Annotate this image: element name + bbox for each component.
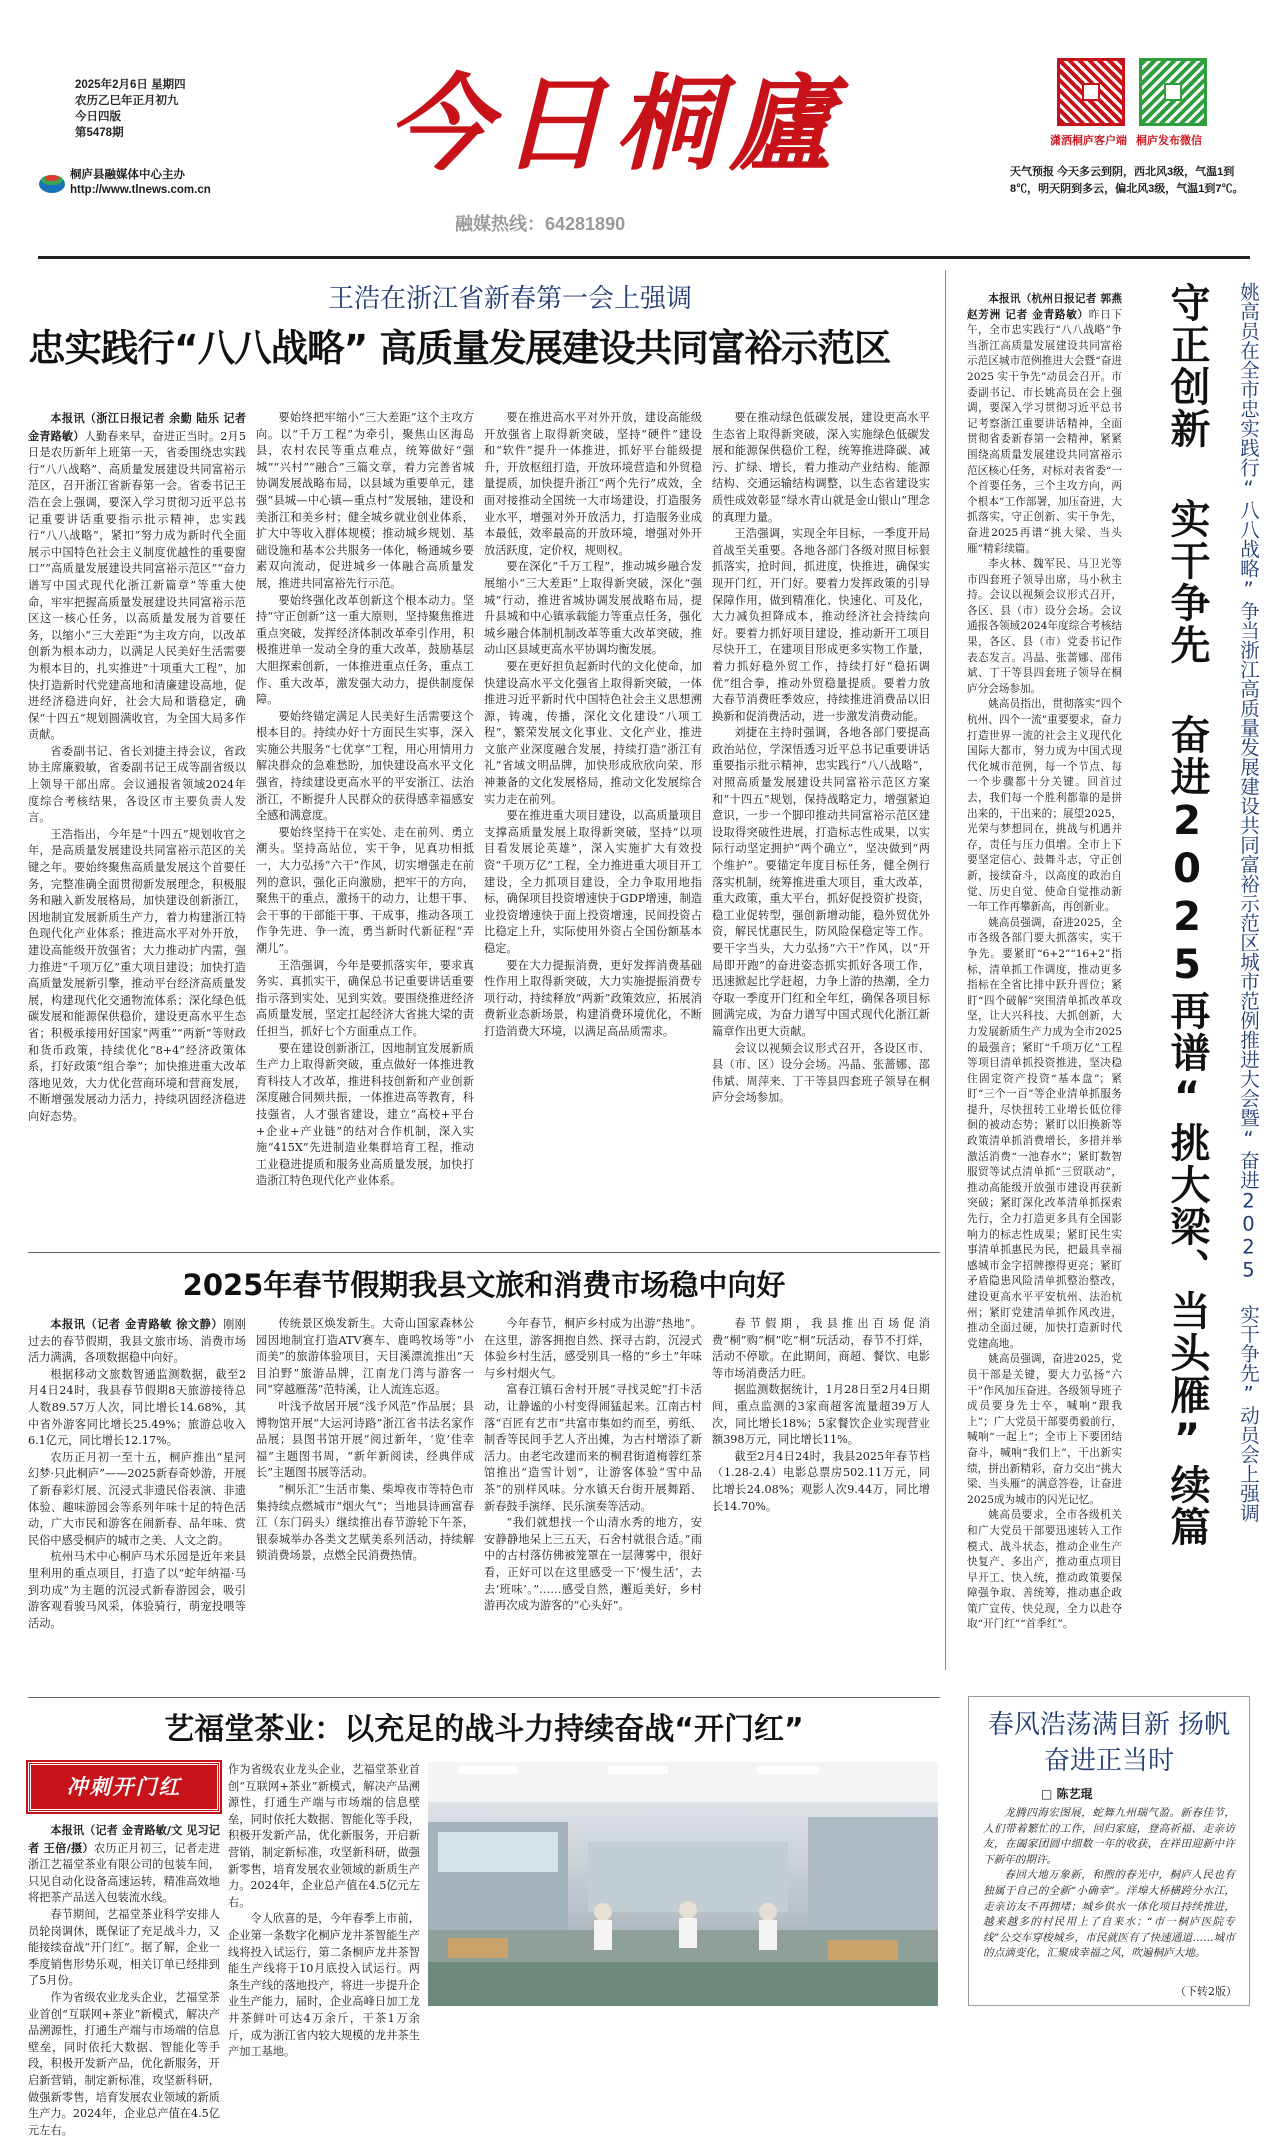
- essay-title: 春风浩荡满目新 扬帆奋进正当时: [987, 1710, 1231, 1776]
- newspaper-title: 今日桐廬: [386, 62, 843, 185]
- issue-number: 第5478期: [75, 127, 124, 139]
- lead-col-4: [712, 410, 930, 1240]
- right-para: 姚高员指出，贯彻落实“四个杭州、四个一流”重要要求，奋力打造世界一流的社会主义现代化国际大都市，努力成为中国式现代化城市范例，每一个节点、每一个步骤都十分关键。回首过去，我们每一个胜利都靠的是拼出来的，干出来的；展望2025，光荣与梦想同在，挑战与机遇并存，责任与压力俱增。全市上下要坚定信心、鼓舞斗志，守正创新，接续奋斗，以高度的政治自觉、历史自觉、使命自觉推动新一年工作再攀新高，再创新业。: [967, 698, 1122, 914]
- tea-tag-label: 冲刺开门红: [66, 1774, 182, 1799]
- lead-para: 要始终坚持干在实处、走在前列、勇立潮头。坚持高站位，实干争，见真功相抵一，大力弘扬“六干”作风，切实增强走在前列的意识，强化正向激励，把牢干的方向，聚焦干的重点，激扬干的动力，让想干事、会干事的干部能干事、干成事，推动各项工作争先进、争一流，勇当新时代新征程“弄潮儿”。: [256, 825, 474, 955]
- tea-col-2: [228, 1762, 420, 2059]
- tourism-para: “我们就想找一个山清水秀的地方，安安静静地呆上三五天，石舍村就很合适。”雨中的古村落仿佛被笼罩在一层薄雾中，很好看，正好可以在这里感受一下‘慢生活’，去去‘班味’。”……感受自然，邂逅美好，乡村游再次成为游客的“心头好”。: [484, 1516, 702, 1613]
- essay-author: □ 陈艺琨: [1041, 1787, 1093, 1801]
- lead-col-1: [28, 410, 246, 1240]
- weather-forecast: 天气预报 今天多云到阴，西北风3级，气温1到8℃，明天阴到多云，偏北风3级，气温1到7℃。: [1010, 166, 1244, 195]
- tourism-para: 春节假期，我县推出百场促消费“桐”购“桐”吃“桐”玩活动，春节不打烊，活动不停歇。在此期间，商超、餐饮、电影等市场消费活力旺。: [712, 1317, 930, 1380]
- essay-continue[interactable]: （下转2版）: [1175, 1985, 1237, 1998]
- tourism-para: 叶浅予故居开展“浅予风范”作品展；县博物馆开展“大运河诗路”浙江省书法名家作品展；县图书馆开展“阅过新年，‘览’佳幸福”主题图书周，“新年新阅读，经典伴成长”主题图书展等活动。: [256, 1399, 474, 1480]
- tourism-col-4: [712, 1316, 930, 1692]
- tourism-para: 刚刚过去的春节假期，我县文旅市场、消费市场活力满满，各项数据稳中向好。: [28, 1318, 246, 1365]
- lead-para: 要在推动绿色低碳发展，建设更高水平生态省上取得新突破，深入实施绿色低碳发展和能源保供稳价工程，统筹推进降碳、减污、扩绿、增长，着力推动产业结构、能源结构、交通运输结构调整，以生态省建设实质性成效彰显“绿水青山就是金山银山”理念的真理力量。: [712, 411, 930, 524]
- tea-col-1: [28, 1822, 220, 2137]
- essay-para: 春回大地万象新，和煦的春光中，桐庐人民也有独属于自己的全新“小确幸”。洋埠大桥横跨分水江，走亲访友不再拥堵；城乡供水一体化项目持续推进，越来越多的村民用上了自来水；“市一桐庐医院专线”公交车穿梭城乡，市民就医有了快速通道……城市的点滴变化，汇聚成幸福之风，吹遍桐庐大地。: [983, 1869, 1235, 1960]
- qr1-label: 潇洒桐庐客户端: [1050, 135, 1127, 147]
- lead-kicker: 王浩在浙江省新春第一会上强调: [327, 284, 692, 314]
- hotline-label: 融媒热线：: [455, 214, 545, 234]
- qr2-label: 桐庐发布微信: [1136, 135, 1202, 147]
- right-para: 姚高员强调，奋进2025，全市各级各部门要大抓落实，实干争先。要紧盯“6+2”“16+2”指标，清单抓工作调度，推动更多指标在全省比排中跃升晋位；紧盯“四个破解”突围清单抓改革攻坚，让大兴科技、大抓创新，大力发展新质生产力成为全市2025的最强音；紧盯“千项万亿”工程等项目清单抓投资推进，坚决稳住固定资产投资“基本盘”；紧盯“三个一百”等企业清单抓服务提升，尽快扭转工业增长低位徘徊的被动态势；紧盯以旧换新等政策清单抓消费增长，多措并举激活消费“一池春水”；紧盯数智服贸等试点清单抓“三贸联动”，推动高能级开放强市建设再获新突破；紧盯深化改革清单抓探索先行，全力打造更多具有全国影响力的标志性成果；紧盯民生实事清单抓惠民为民，把最具幸福感城市金字招牌擦得更亮；紧盯矛盾隐患风险清单抓整治整改，建设更高水平平安杭州、法治杭州；紧盯党建清单抓作风改进，推动全面过硬，加快打造新时代党建高地。: [967, 916, 1122, 1350]
- right-kicker: 姚高员在全市忠实践行“八八战略”争当浙江高质量发展建设共同富裕示范区城市范例推进大会暨“奋进2025 实干争先”动员会上强调: [1237, 282, 1260, 1523]
- media-logo-icon: [38, 168, 66, 196]
- right-para: 姚高员强调，奋进2025，党员干部是关键，要大力弘扬“六干”作风加压奋进。各级领导班子成员要身先士卒，喊响“跟我上”；广大党员干部要勇毅前行，喊响“一起上”；全市上下要团结奋斗，喊响“我们上”，干出新实绩，拼出新精彩，奋力交出“挑大梁、当头雁”的满意答卷，让奋进2025成为城市的闪光记忆。: [967, 1353, 1122, 1506]
- tourism-para: 截至2月4日24时，我县2025年春节档（1.28-2.4）电影总票房502.11万元，同比增长24.08%；观影人次9.44万，同比增长14.70%。: [712, 1449, 930, 1513]
- tea-para: 作为省级农业龙头企业，艺福堂茶业首创“互联网+茶业”新模式，解决产品溯源性，打通生产端与市场端的信息壁垒，同时依托大数据、智能化等手段，积极开发新产品，优化新服务，开启新营销，制定新标准，攻坚新科研，做强新零售，培育发展农业领域的新质生产力。2024年，企业总产值在4.5亿元左右。: [228, 1763, 420, 1909]
- tourism-para: 传统景区焕发新生。大奇山国家森林公园因地制宜打造ATV赛车、鹿鸣牧场等“小而美”的旅游体验项目，天目溪漂流推出“天目泊野”旅游品牌，江南龙门湾与游客一同“穿越雁荡”范特溪，让人流连忘返。: [256, 1317, 474, 1397]
- tea-para: 令人欣喜的是，今年春季上市前，企业第一条数字化桐庐龙井茶智能生产线将投入试运行，第二条桐庐龙井茶智能生产线将于10月底投入试运行。两条生产线的落地投产，将进一步提升企业生产能力，届时，企业高峰日加工龙井茶鲜叶可达4万余斤，干茶1万余斤，成为浙江省内较大规模的龙井茶生产加工基地。: [228, 1912, 420, 2059]
- lead-para: 王浩强调，今年是要抓落实年，要求真务实、真抓实干，确保总书记重要讲话重要指示落到实处、见到实效。要围绕推进经济高质量发展，坚定扛起经济大省挑大梁的责任担当，抓好七个方面重点工作。: [256, 958, 474, 1038]
- tourism-col-3: [484, 1316, 702, 1692]
- tourism-headline: 2025年春节假期我县文旅和消费市场稳中向好: [182, 1268, 786, 1302]
- essay-para: 龙腾四海宏图展，蛇舞九州瑞气盈。新春佳节，人们带着繁忙的工作，回归家庭，登高祈福、走亲访友，在阖家团圆中细数一年的收获，在祥田迎新中许下新年的期许。: [983, 1807, 1235, 1866]
- lead-para: 会议以视频会议形式召开，各设区市、县（市、区）设分会场。冯晶、张蔷娜、邵伟斌、周萍来、丁干等县四套班子领导在桐庐分会场参加。: [712, 1041, 930, 1105]
- sponsor-text: 桐庐县融媒体中心主办: [70, 169, 185, 181]
- section-rule: [28, 1252, 940, 1253]
- tourism-col-2: [256, 1316, 474, 1692]
- date-block: [75, 77, 186, 141]
- tourism-para: 根据移动文旅数智通监测数据，截至2月4日24时，我县春节假期8天旅游接待总人数89.57万人次，同比增长14.68%，其中省外游客同比增长25.49%；旅游总收入6.1亿元，同比增长12.17%。: [28, 1367, 246, 1448]
- lead-col-2: [256, 410, 474, 1240]
- tea-para: 春节期间，艺福堂茶业科学安排人员轮岗调休，既保证了充足战斗力，又能接续奋战“开门红”。据了解，企业一季度销售形势乐观，相关订单已经排到了5月份。: [28, 1907, 220, 1988]
- tourism-para: 杭州马术中心桐庐马术乐园是近年来县里利用的重点项目，打造了以“蛇年纳福·马到功成”为主题的沉浸式新春游园会，吸引游客观看骏马风采，体验骑行，萌宠投喂等活动。: [28, 1550, 246, 1630]
- masthead-rule: [38, 256, 1250, 259]
- lead-para: 要始终锚定满足人民美好生活需要这个根本目的。持续办好十方面民生实事，深入实施公共服务“七优享”工程，用心用情用力解决群众的急难愁盼，加快建设高水平文化强省，持续建设更高水平的平安浙江、法治浙江，不断提升人民群众的获得感幸福感安全感和满意度。: [256, 709, 474, 823]
- section-rule: [28, 1697, 940, 1698]
- essay-box: [968, 1696, 1250, 2006]
- website-link[interactable]: http://www.tlnews.com.cn: [70, 184, 211, 196]
- qr-code-client[interactable]: [1057, 58, 1125, 126]
- lead-para: 要始终强化改革创新这个根本动力。坚持“守正创新”这一重大原则，坚持聚焦推进重点突破，发挥经济体制改革牵引作用，积极推进单一发动全身的重大改革，鼓励基层大胆探索创新，一体推进重点任务，重点工作、重大改革，激发强大动力，提供制度保障。: [256, 593, 474, 707]
- lead-para: 人勤春来早，奋进正当时。2月5日是农历新年上班第一天，省委围绕忠实践行“八八战略”、高质量发展建设共同富裕示范区，召开浙江省新春第一会。省委书记王浩在会上强调，要深入学习贯彻习近平总书记重要讲话重要指示批示精神，忠实践行“八八战略”，紧扣“努力成为新时代全面展示中国特色社会主义制度优越性的重要窗口”“高质量发展建设共同富裕示范区”“奋力谱写中国式现代化浙江新篇章”等重大使命，牢牢把握高质量发展建设共同富裕示范区这一核心任务，以高质量发展为首要任务，以缩小“三大差距”为主攻方向，以改革创新为根本动力，以满足人民美好生活需要为根本目的，扎实推进“十项重大工程”，加快打造新时代党建高地和清廉建设高地，促进经济稳进向好，社会大局和谐稳定，确保“十四五”规划圆满收官，为全国大局多作贡献。: [28, 429, 246, 742]
- lead-byline: 本报讯（浙江日报记者 余勤 陆乐 记者 金青路敏）: [28, 411, 246, 443]
- tourism-col-1: [28, 1316, 246, 1692]
- tea-headline: 艺福堂茶业：以充足的战斗力持续奋战“开门红”: [164, 1712, 804, 1747]
- hotline-number: 64281890: [545, 214, 626, 234]
- tea-tag: [28, 1762, 220, 1812]
- right-para: 昨日下午，全市忠实践行“八八战略”争当浙江高质量发展建设共同富裕示范区城市范例推进大会暨“奋进2025 实干争先”动员会召开。市委副书记、市长姚高员在会上强调，要深入学习贯彻习近平总书记考察浙江重要讲话精神，全面贯彻省委新春第一会精神，紧紧围绕高质量发展建设共同富裕示范区核心任务，对标对表省委“一个首要任务，三个主攻方向，两个根本”工作部署，加压奋进，大抓落实，守正创新、实干争先，奋进2025再谱“挑大梁、当头雁”精彩续篇。: [967, 308, 1122, 555]
- lead-headline: 忠实践行“八八战略” 高质量发展建设共同富裕示范区: [28, 326, 891, 370]
- lead-para: 要在深化“千万工程”，推动城乡融合发展缩小“三大差距”上取得新突破，深化“强城”行动，推进省城协调发展战略布局，提升县城和中心镇承载能力等重点任务，强化城乡融合体制机制改革等重大改革突破，推动山区县域更高水平协调均衡发展。: [484, 560, 702, 657]
- hotline: [455, 210, 625, 236]
- lead-para: 要在大力提振消费，更好发挥消费基础性作用上取得新突破，大力实施提振消费专项行动，持续释放“两新”政策效应，拓展消费新业态新场景，构建消费环境优化，不断打造消费大环境，以满足高品质需求。: [484, 958, 702, 1038]
- tea-byline: 本报讯（记者 金青路敏/文 见习记者 王倍/摄）: [28, 1823, 220, 1855]
- tea-para: 农历正月初三，记者走进浙江艺福堂茶业有限公司的包装车间，只见自动化设备高速运转，精准高效地将把茶产品送入包装流水线。: [28, 1841, 220, 1905]
- right-para: 李火林、魏军民、马卫光等市四套班子领导出席，马小秋主持。会议以视频会议形式召开，各区、县（市）设分会场。会议通报各领域2024年度综合考核结果，各区、县（市）党委书记作表态发言。冯晶、张蔷娜、邵伟斌、丁干等县四套班子领导在桐庐分会场参加。: [967, 558, 1122, 695]
- right-para: 姚高员要求，全市各级机关和广大党员干部要迅速转入工作模式、战斗状态，推动企业生产快复产、多出产，推动重点项目早开工、快入统，推动政策要保障强争取、善统筹，推动惠企政策广宣传、快兑现，全力以赴夺取“开门红”“首季红”。: [967, 1509, 1122, 1631]
- page-count: 今日四版: [75, 111, 121, 123]
- tea-factory-photo: [428, 1762, 938, 2006]
- tourism-para: 据监测数据统计，1月28日至2月4日期间，重点监测的3家商超客流量超39万人次，同比增长18%；5家餐饮企业实现营业额398万元，同比增长11%。: [712, 1383, 930, 1447]
- column-divider: [945, 270, 946, 1670]
- lunar-date: 农历乙巳年正月初九: [75, 95, 179, 107]
- right-story-text: [967, 292, 1122, 1672]
- lead-para: 要在推进高水平对外开放，建设高能级开放强省上取得新突破，坚持“硬件”建设和“软件”提升一体推进，抓好平台能级提升，开放枢纽打造，开放环境营造和外贸稳量提质，加快提升浙江“两个先行”成效，全面对接推动全国统一大市场建设，打造服务业水平，增强对外开放活力，打造服务业成本最低，效率最高的开放环境，增强对外开放活跃度，定价权，规则权。: [484, 411, 702, 557]
- tourism-para: 富春江镇石舍村开展“寻找灵蛇”打卡活动，让静谧的小村变得闹猛起来。江南古村落“百匠有艺市”共富市集如约而至，剪纸、制香等民间手艺人齐出摊，为古村增添了新活力。由老宅改建而来的桐君街道梅蓉红茶馆推出“造雪计划”，让游客体验“雪中品茶”的别样风味。分水镇天台街开展舞蹈、新春鼓手演绎、民乐演奏等活动。: [484, 1383, 702, 1513]
- masthead: [0, 0, 1280, 256]
- tourism-para: 今年春节，桐庐乡村成为出游“热地”。在这里，游客拥抱自然、探寻古韵，沉浸式体验乡村生活，感受别具一格的“乡土”年味与乡村烟火气。: [484, 1317, 702, 1380]
- lead-col-3: [484, 410, 702, 1240]
- lead-para: 要在推进重大项目建设，以高质量项目支撑高质量发展上取得新突破，坚持“以项目看发展论英雄”，深入实施扩大有效投资“千项万亿”工程，全力推进重大项目开工建设，全力抓项目建设，全力争取用地指标，确保项目投资增速快于GDP增速，制造业投资增速快于面上投资增速，民间投资占比稳定上升，实际使用外资占全国份额基本稳定。: [484, 809, 702, 955]
- date-line: 2025年2月6日 星期四: [75, 79, 186, 91]
- lead-para: 王浩指出，今年是“十四五”规划收官之年，是高质量发展建设共同富裕示范区的关键之年。要始终聚焦高质量发展这个首要任务，完整准确全面贯彻新发展理念，积极服务和融入新发展格局，加快建设创新浙江，因地制宜发展新质生产力，着力构建浙江特色现代化产业体系；推进高水平对外开放，建设高能级开放强省；大力推动扩内需，强力推进“千项万亿”重大项目建设；加快打造高质量发展新引擎，推动平台经济高质量发展，构建现代化交通物流体系；深化绿色低碳发展和能源保供稳价，建设更高水平生态省；积极承接用好国家“两重”“两新”等财政和货币政策，持续优化“8+4”经济政策体系，打好政策“组合拳”；加快推进重大改革落地见效，大力优化营商环境和营商发展，不断增强发展动力活力，持续巩固经济稳进向好态势。: [28, 827, 246, 1123]
- tourism-para: 农历正月初一至十五，桐庐推出“星河幻梦·只此桐庐”——2025新春奇妙游，开展了新春彩灯展、沉浸式非遗民俗表演、非遗体验、趣味游园会等系列年味十足的特色活动，广大市民和游客在闹新春、品年味、赏民俗中感受桐庐的城市之美、人文之韵。: [28, 1450, 246, 1547]
- qr-code-wechat[interactable]: [1139, 58, 1207, 126]
- lead-para: 刘捷在主持时强调，各地各部门要提高政治站位，学深悟透习近平总书记重要讲话重要指示批示精神，忠实践行“八八战略”，对照高质量发展建设共同富裕示范区方案和“十四五”规划，保持战略定力，增强紧迫意识，一步一个脚印推动共同富裕示范区建设取得突破性进展，打造标志性成果，以实际行动坚定拥护“两个确立”，坚决做到“两个维护”。要锚定年度目标任务，健全例行落实机制，统筹推进重大项目，重大改革，重大政策，重大平台，抓好促投资扩投资，稳工业促转型，强创新增动能，稳外贸优外资，解民忧惠民生，防风险保稳定等工作。要干字当头，大力弘扬“六干”作风，以“开局即开跑”的奋进姿态抓实抓好各项工作，迅速掀起比学赶超，力争上游的热潮，全力夺取一季度开门红和全年红，确保各项目标圆满完成，为奋力谱写中国式现代化浙江新篇章作出更大贡献。: [712, 726, 930, 1038]
- lead-para: 王浩强调，实现全年目标，一季度开局首战至关重要。各地各部门各级对照目标狠抓落实，抢时间，抓进度，快推进，确保实现开门红，开门好。要着力发挥政策的引导保障作用，做到精准化、快速化、可及化，大力减负担降成本，推动经济社会持续向好。要着力抓好项目建设，推动新开工项目尽快开工，在建项目形成更多实物工作量，着力抓好稳外贸工作，持续打好“稳拓调优”组合拳，推动外贸稳量提质。要着力放大春节消费旺季效应，持续推进消费品以旧换新和促消费活动，进一步激发消费动能。: [712, 527, 930, 723]
- right-headline: 守正创新 实干争先 奋进2025再谱“挑大梁、当头雁”续篇: [1164, 282, 1210, 1548]
- tourism-para: “桐乐汇”生活市集、柴埠夜市等特色市集持续点燃城市“烟火气”；当地县诗画富春江（东门码头）继续推出春节游轮下午茶，银泰城举办各类文艺赋美系列活动，持续解锁消费场景，点燃全民消费热情。: [256, 1482, 474, 1563]
- lead-para: 要在更好担负起新时代的文化使命，加快建设高水平文化强省上取得新突破，一体推进习近平新时代中国特色社会主义思想溯源，铸魂，传播，深化文化建设“八项工程”，繁荣发展文化事业、文化产业，推进文旅产业深度融合发展，持续打造“浙江有礼”省域文明品牌，加快形成欣欣向荣、形神兼备的文化发展格局，推动文化发展综合实力走在前列。: [484, 659, 702, 806]
- right-byline: 本报讯（杭州日报记者 郭燕 赵芳洲 记者 金青路敏）: [967, 293, 1122, 321]
- lead-para: 要在建设创新浙江，因地制宜发展新质生产力上取得新突破，重点做好一体推进教育科技人才改革，推进科技创新和产业创新深度融合同频共振，一体推进高等教育，科技强省，人才强省建设，建立“高校+平台+企业+产业链”的结对合作机制，深入实施“415X”先进制造业集群培育工程，推动工业稳进提质和服务业高质量发展，加快打造浙江特色现代化产业体系。: [256, 1041, 474, 1188]
- lead-para: 要始终把牢缩小“三大差距”这个主攻方向。以“千万工程”为牵引，聚焦山区海岛县，农村农民等重点难点，统筹做好“强城”“兴村”“融合”三篇文章，着力完善省城协调发展战略布局，以县域为重要单元，建强“县城—中心镇—重点村”发展轴，建设和美浙江和美乡村；健全城乡就业创业体系，扩大中等收入群体规模；推动城乡规划、基础设施和基本公共服务一体化，畅通城乡要素双向流动，促进城乡一体融合高质量发展，推进共同富裕先行示范。: [256, 411, 474, 590]
- tourism-byline: 本报讯（记者 金青路敏 徐文静）: [50, 1317, 224, 1331]
- lead-para: 省委副书记、省长刘捷主持会议，省政协主席廉毅敏，省委副书记王成等副省级以上领导干部出席。会议通报省领域2024年度综合考核结果，各设区市主要负责人发言。: [28, 744, 246, 825]
- tea-para: 作为省级农业龙头企业，艺福堂茶业首创“互联网+茶业”新模式，解决产品溯源性，打通生产端与市场端的信息壁垒，同时依托大数据、智能化等手段，积极开发新产品，优化新服务，开启新营销，制定新标准，攻坚新科研，做强新零售，培育发展农业领域的新质生产力。2024年，企业总产值在4.5亿元左右。: [28, 1990, 220, 2137]
